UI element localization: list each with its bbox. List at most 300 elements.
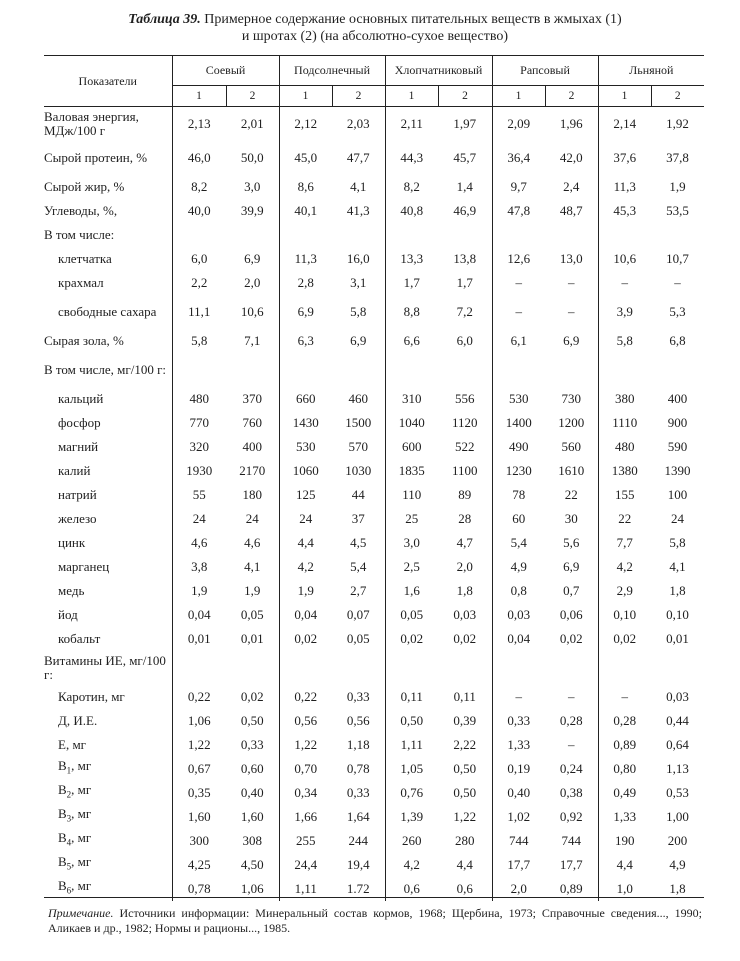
value-cell: 45,3 [598, 199, 651, 223]
row-label: свободные сахара [58, 303, 157, 319]
value-cell [226, 651, 279, 685]
value-cell: 8,2 [385, 175, 438, 199]
value-cell [279, 223, 332, 247]
value-cell: 10,7 [666, 250, 689, 266]
value-cell: 0,76 [385, 781, 438, 805]
value-cell: 0,6 [456, 880, 473, 896]
value-cell: – [568, 274, 575, 290]
value-cell: 3,9 [598, 295, 651, 329]
value-cell: 53,5 [666, 202, 689, 218]
value-cell: – [674, 274, 681, 290]
value-cell: 6,9 [279, 295, 332, 329]
value-cell: 4,2 [279, 555, 332, 579]
vitamin-subscript: 1 [66, 765, 72, 776]
row-label: Е, мг [58, 736, 86, 752]
value-cell: 1100 [452, 462, 478, 478]
group-header: Соевый [172, 56, 279, 86]
value-cell: 0,89 [559, 880, 583, 896]
value-cell: 1,06 [240, 880, 264, 896]
value-cell: 7,7 [598, 531, 651, 555]
value-cell: 1,8 [456, 582, 473, 598]
value-cell: 0,02 [385, 627, 438, 651]
value-cell: 0,35 [172, 781, 226, 805]
value-cell: 1040 [385, 411, 438, 435]
value-cell: 1,18 [346, 736, 370, 752]
value-cell: 5,6 [563, 534, 580, 550]
value-cell [438, 353, 492, 387]
value-cell: 1835 [385, 459, 438, 483]
row-label: цинк [58, 534, 86, 550]
value-cell: 0,10 [666, 606, 689, 622]
value-cell: 530 [279, 435, 332, 459]
value-cell: 0,70 [279, 757, 332, 781]
value-cell: 46,0 [172, 141, 226, 175]
value-cell: 8,8 [385, 295, 438, 329]
vitamin-unit: , мг [71, 758, 92, 774]
value-cell: 530 [492, 387, 545, 411]
table-row [44, 295, 704, 329]
value-cell: 380 [598, 387, 651, 411]
row-label: марганец [58, 558, 110, 574]
indicator-header: Показатели [44, 56, 172, 107]
value-cell: 0,19 [492, 757, 545, 781]
value-cell [438, 651, 492, 685]
value-cell: 6,1 [492, 329, 545, 353]
vitamin-subscript: 4 [66, 837, 72, 848]
value-cell [332, 353, 385, 387]
value-cell: 4,9 [492, 555, 545, 579]
value-cell: 320 [172, 435, 226, 459]
value-cell [651, 353, 704, 387]
value-cell: 110 [385, 483, 438, 507]
value-cell: 1,22 [172, 733, 226, 757]
value-cell: 2,03 [346, 115, 370, 131]
value-cell: 260 [385, 829, 438, 853]
value-cell: 480 [598, 435, 651, 459]
value-cell: 0,28 [559, 712, 583, 728]
value-cell: 0,40 [240, 784, 264, 800]
value-cell: 300 [172, 829, 226, 853]
value-cell: 2,14 [598, 107, 651, 141]
value-cell: 460 [348, 390, 369, 406]
value-cell: 5,3 [669, 303, 686, 319]
value-cell: 2,09 [492, 107, 545, 141]
table-row [44, 141, 704, 175]
value-cell [385, 651, 438, 685]
value-cell: 0,7 [563, 582, 580, 598]
value-cell: 17,7 [559, 856, 583, 872]
table-bottom-rule [44, 897, 704, 898]
value-cell: 490 [492, 435, 545, 459]
value-cell: 0,49 [598, 781, 651, 805]
value-cell: 45,0 [279, 141, 332, 175]
value-cell: 1,66 [279, 805, 332, 829]
value-cell: 2,12 [279, 107, 332, 141]
value-cell: 19,4 [346, 856, 370, 872]
row-label: В том числе: [44, 226, 115, 242]
subheader-cell: 2 [651, 86, 704, 107]
row-label: натрий [58, 486, 97, 502]
table-row [44, 853, 704, 877]
value-cell: 560 [561, 438, 582, 454]
value-cell: 1030 [345, 462, 372, 478]
value-cell: 556 [455, 390, 475, 406]
value-cell: 1.72 [346, 880, 370, 896]
group-header: Подсолнечный [279, 56, 385, 86]
value-cell: 37,6 [598, 141, 651, 175]
value-cell: 0,10 [598, 603, 651, 627]
value-cell: 0,53 [666, 784, 689, 800]
row-label: калий [58, 462, 91, 478]
value-cell: 5,4 [350, 558, 367, 574]
table-row [44, 579, 704, 603]
value-cell: 7,2 [456, 303, 473, 319]
value-cell: 0,05 [346, 630, 370, 646]
value-cell: 180 [242, 486, 262, 502]
row-label: Углеводы, %, [44, 202, 118, 218]
value-cell [226, 353, 279, 387]
value-cell: 4,25 [172, 853, 226, 877]
value-cell: 50,0 [240, 149, 264, 165]
value-cell [226, 223, 279, 247]
value-cell: 0,28 [598, 709, 651, 733]
value-cell: 1,13 [666, 760, 689, 776]
value-cell: 39,9 [240, 202, 264, 218]
value-cell: 1,6 [385, 579, 438, 603]
value-cell: 1390 [664, 462, 691, 478]
value-cell: 480 [172, 387, 226, 411]
table-row [44, 329, 704, 353]
value-cell: 0,64 [666, 736, 689, 752]
value-cell: 6,9 [563, 558, 580, 574]
value-cell: 308 [242, 832, 262, 848]
group-header: Рапсовый [492, 56, 598, 86]
row-label [44, 781, 172, 805]
value-cell: 13,8 [453, 250, 477, 266]
value-cell [545, 651, 598, 685]
value-cell: 0,33 [346, 784, 370, 800]
value-cell: 0,33 [346, 688, 370, 704]
value-cell [172, 223, 226, 247]
row-label [44, 757, 172, 781]
row-label [44, 829, 172, 853]
row-label: магний [58, 438, 99, 454]
table-row [44, 627, 704, 651]
value-cell: 0,05 [240, 606, 264, 622]
value-cell [651, 223, 704, 247]
row-label: Д, И.Е. [58, 712, 98, 728]
vitamin-unit: , мг [71, 854, 92, 870]
value-cell: 2,01 [240, 115, 264, 131]
vitamin-unit: , мг [71, 830, 92, 846]
table-row [44, 709, 704, 733]
value-cell: 10,6 [598, 247, 651, 271]
value-cell [332, 223, 385, 247]
value-cell: 4,5 [350, 534, 367, 550]
value-cell: 0,07 [346, 606, 370, 622]
value-cell: 2,4 [563, 178, 580, 194]
value-cell [332, 651, 385, 685]
value-cell: 1,06 [172, 709, 226, 733]
value-cell [651, 651, 704, 685]
value-cell: 1,60 [172, 805, 226, 829]
value-cell: 1,64 [346, 808, 370, 824]
value-cell: 744 [492, 829, 545, 853]
value-cell: 47,7 [346, 149, 370, 165]
value-cell: 2,0 [456, 558, 473, 574]
value-cell: 78 [492, 483, 545, 507]
value-cell: 6,9 [244, 250, 261, 266]
value-cell: 13,0 [559, 250, 583, 266]
nutrient-table [44, 55, 704, 901]
value-cell: 4,2 [385, 853, 438, 877]
value-cell: 1,33 [598, 805, 651, 829]
value-cell: 0,03 [453, 606, 477, 622]
value-cell: 6,8 [669, 332, 686, 348]
table-note [48, 906, 702, 936]
value-cell: 11,1 [172, 295, 226, 329]
value-cell: 6,9 [563, 332, 580, 348]
value-cell: 7,1 [244, 332, 261, 348]
row-label: кобальт [58, 630, 101, 646]
table-row [44, 757, 704, 781]
value-cell: 100 [667, 486, 688, 502]
value-cell: 2170 [239, 462, 266, 478]
row-label: клетчатка [58, 250, 112, 266]
row-label: Витамины ИЕ, мг/100 г: [44, 652, 166, 682]
table-row [44, 555, 704, 579]
value-cell: 1,02 [492, 805, 545, 829]
row-label: Валовая энергия, МДж/100 г [44, 108, 139, 138]
row-label: йод [58, 606, 78, 622]
value-cell: – [568, 736, 575, 752]
value-cell: 1,11 [385, 733, 438, 757]
vitamin-subscript: 5 [66, 861, 72, 872]
value-cell: 0,02 [559, 630, 583, 646]
value-cell: 0,03 [492, 603, 545, 627]
value-cell: 44 [351, 486, 365, 502]
value-cell: 89 [458, 486, 472, 502]
value-cell: 0,05 [385, 603, 438, 627]
value-cell: 1,05 [385, 757, 438, 781]
table-row [44, 223, 704, 247]
value-cell [545, 223, 598, 247]
subheader-cell: 1 [172, 86, 226, 107]
vitamin-letter: В [58, 758, 67, 774]
value-cell: 2,0 [244, 274, 261, 290]
vitamin-letter: В [58, 830, 67, 846]
value-cell: – [598, 271, 651, 295]
value-cell: 0,50 [240, 712, 264, 728]
row-label: В том числе, мг/100 г: [44, 361, 167, 377]
caption-label: Таблица 39. [128, 12, 201, 27]
value-cell: 244 [348, 832, 369, 848]
vitamin-letter: В [58, 782, 67, 798]
value-cell: 41,3 [346, 202, 370, 218]
value-cell: 0,22 [279, 685, 332, 709]
value-cell: 0,11 [385, 685, 438, 709]
value-cell: 770 [172, 411, 226, 435]
value-cell: 730 [561, 390, 582, 406]
value-cell: 310 [385, 387, 438, 411]
vitamin-letter: В [58, 854, 67, 870]
value-cell: 3,0 [244, 178, 261, 194]
value-cell: 0,38 [559, 784, 583, 800]
value-cell: 25 [385, 507, 438, 531]
value-cell: – [492, 271, 545, 295]
value-cell: 60 [492, 507, 545, 531]
value-cell: 0,78 [172, 877, 226, 901]
value-cell: 8,2 [172, 175, 226, 199]
value-cell [385, 223, 438, 247]
value-cell: 155 [598, 483, 651, 507]
value-cell: 37 [351, 510, 365, 526]
table-row [44, 781, 704, 805]
value-cell: 400 [667, 390, 688, 406]
value-cell: 1,92 [666, 115, 689, 131]
value-cell: 0,50 [385, 709, 438, 733]
table-row [44, 603, 704, 627]
row-label: кальций [58, 390, 104, 406]
value-cell: 55 [172, 483, 226, 507]
value-cell: 1120 [452, 414, 478, 430]
value-cell: 1,22 [453, 808, 477, 824]
value-cell: 125 [279, 483, 332, 507]
group-header: Хлопчатниковый [385, 56, 492, 86]
value-cell: 0,01 [666, 630, 689, 646]
value-cell: 590 [667, 438, 688, 454]
value-cell: 1500 [345, 414, 372, 430]
row-label [44, 853, 172, 877]
value-cell: 4,1 [669, 558, 686, 574]
value-cell: 6,9 [350, 332, 367, 348]
value-cell: 0,11 [453, 688, 476, 704]
caption-line-1: Примерное содержание основных питательных веществ в жмыхах (1) [204, 12, 622, 27]
row-label: фосфор [58, 414, 101, 430]
row-label: Сырой протеин, % [44, 149, 148, 165]
value-cell: 37,8 [666, 149, 689, 165]
value-cell: 2,0 [492, 877, 545, 901]
value-cell [492, 353, 545, 387]
value-cell: 2,8 [279, 271, 332, 295]
table-row [44, 685, 704, 709]
value-cell: 4,6 [172, 531, 226, 555]
value-cell: 1200 [558, 414, 585, 430]
value-cell: 5,8 [598, 329, 651, 353]
value-cell: 0,04 [492, 627, 545, 651]
value-cell: 190 [598, 829, 651, 853]
vitamin-subscript: 6 [66, 885, 72, 896]
value-cell [598, 353, 651, 387]
table-row [44, 733, 704, 757]
subheader-cell: 1 [279, 86, 332, 107]
table-row [44, 435, 704, 459]
value-cell: 4,6 [244, 534, 261, 550]
value-cell: 11,3 [598, 175, 651, 199]
value-cell: 3,8 [172, 555, 226, 579]
value-cell: 4,4 [456, 856, 473, 872]
value-cell: 0,24 [559, 760, 583, 776]
value-cell: 1,9 [244, 582, 261, 598]
value-cell [545, 353, 598, 387]
value-cell [438, 223, 492, 247]
value-cell: 24,4 [279, 853, 332, 877]
value-cell: 3,0 [385, 531, 438, 555]
value-cell: 522 [455, 438, 475, 454]
value-cell: 0,02 [240, 688, 264, 704]
table-row [44, 175, 704, 199]
row-label: крахмал [58, 274, 104, 290]
table-row [44, 459, 704, 483]
value-cell: 24 [671, 510, 685, 526]
value-cell: 0,44 [666, 712, 689, 728]
value-cell: – [492, 685, 545, 709]
value-cell: 2,9 [598, 579, 651, 603]
group-header: Льняной [598, 56, 704, 86]
value-cell: 0,01 [240, 630, 264, 646]
value-cell: 40,1 [279, 199, 332, 223]
value-cell: 1,11 [279, 877, 332, 901]
value-cell: 660 [279, 387, 332, 411]
value-cell: 0,34 [279, 781, 332, 805]
table-row [44, 507, 704, 531]
value-cell: 0,60 [240, 760, 264, 776]
value-cell: 5,8 [669, 534, 686, 550]
value-cell: 1,9 [172, 579, 226, 603]
caption-line-2: и шротах (2) (на абсолютно-сухое вещество) [241, 29, 509, 44]
value-cell: 370 [242, 390, 262, 406]
table-row [44, 829, 704, 853]
value-cell: 3,1 [350, 274, 367, 290]
table-row [44, 107, 704, 141]
value-cell: 1430 [279, 411, 332, 435]
value-cell: 760 [242, 414, 262, 430]
vitamin-unit: , мг [71, 878, 92, 894]
value-cell: 6,3 [279, 329, 332, 353]
value-cell: 0,8 [492, 579, 545, 603]
value-cell: 1,4 [456, 178, 473, 194]
value-cell: 2,13 [172, 107, 226, 141]
value-cell: 1,9 [279, 579, 332, 603]
value-cell: 0,40 [492, 781, 545, 805]
value-cell: 4,4 [598, 853, 651, 877]
value-cell: 48,7 [559, 202, 583, 218]
value-cell [385, 353, 438, 387]
value-cell: 10,6 [240, 303, 264, 319]
value-cell: 40,8 [385, 199, 438, 223]
subheader-cell: 2 [226, 86, 279, 107]
value-cell: 6,0 [172, 247, 226, 271]
value-cell: 30 [564, 510, 578, 526]
value-cell: 1,60 [240, 808, 264, 824]
value-cell: 1,39 [385, 805, 438, 829]
value-cell: 1380 [598, 459, 651, 483]
value-cell: 900 [667, 414, 688, 430]
value-cell: 200 [667, 832, 688, 848]
value-cell: 0,89 [598, 733, 651, 757]
value-cell [598, 651, 651, 685]
value-cell: 0,33 [492, 709, 545, 733]
value-cell: 0,04 [279, 603, 332, 627]
value-cell: 22 [564, 486, 578, 502]
value-cell: 0,39 [453, 712, 477, 728]
value-cell: 47,8 [492, 199, 545, 223]
table-row [44, 271, 704, 295]
value-cell: 1,33 [492, 733, 545, 757]
value-cell: 24 [245, 510, 259, 526]
value-cell: 44,3 [385, 141, 438, 175]
row-label: Каротин, мг [58, 688, 125, 704]
